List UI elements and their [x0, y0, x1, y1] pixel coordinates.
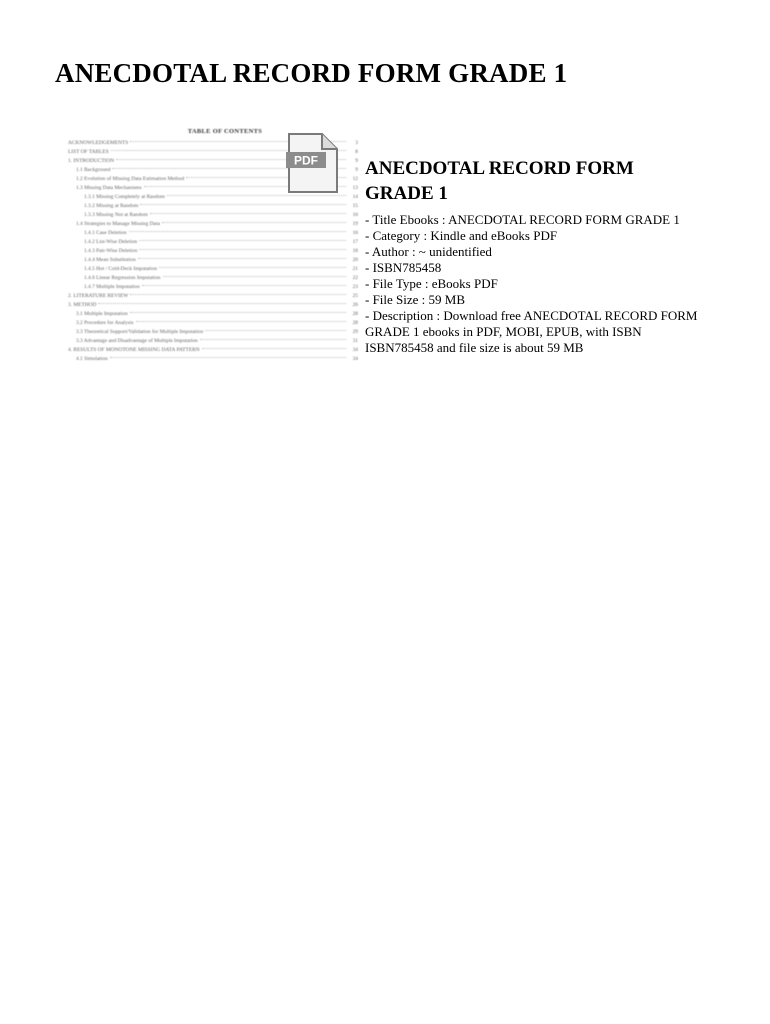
detail-file-size: - File Size : 59 MB — [365, 292, 466, 307]
toc-leader-dots — [205, 330, 346, 331]
toc-entry-label: 4.1 Simulation — [76, 356, 108, 362]
toc-leader-dots — [139, 249, 346, 250]
toc-entry-label: 1. INTRODUCTION — [68, 158, 115, 164]
toc-entry-label: 1.3 Missing Data Mechanisms — [76, 185, 142, 191]
toc-entry-page: 12 — [352, 176, 358, 182]
toc-entry-page: 9 — [355, 158, 358, 164]
toc-entry-page: 21 — [352, 266, 358, 272]
toc-entry — [62, 355, 358, 364]
toc-leader-dots — [129, 231, 346, 232]
toc-leader-dots — [202, 348, 346, 349]
detail-isbn: - ISBN785458 — [365, 260, 442, 275]
toc-entry-label: 1.3.1 Missing Completely at Random — [84, 194, 165, 200]
toc-entry — [62, 346, 358, 355]
toc-entry-label: ACKNOWLEDGEMENTS — [68, 140, 129, 146]
toc-leader-dots — [200, 339, 346, 340]
toc-entry-page: 34 — [352, 356, 358, 362]
toc-entry-page: 3 — [355, 140, 358, 146]
toc-entry-page: 34 — [352, 347, 358, 353]
toc-entry — [62, 274, 358, 283]
toc-entry — [62, 256, 358, 265]
toc-leader-dots — [142, 285, 346, 286]
toc-entry-label: 3.1 Multiple Imputation — [76, 311, 128, 317]
toc-entry-label: 1.4.6 Linear Regression Imputation — [84, 275, 161, 281]
toc-entry-page: 23 — [352, 284, 358, 290]
toc-entry — [62, 265, 358, 274]
detail-file-type: - File Type : eBooks PDF — [365, 276, 498, 291]
toc-entry-label: 1.4.7 Multiple Imputation — [84, 284, 140, 290]
toc-entry — [62, 220, 358, 229]
toc-entry — [62, 193, 358, 202]
toc-entry-label: 1.4.1 Case Deletion — [84, 230, 127, 236]
ebook-details — [365, 212, 705, 356]
toc-entry-page: 16 — [352, 230, 358, 236]
toc-entry-label: 4. RESULTS OF MONOTONE MISSING DATA PATTERN — [68, 347, 200, 353]
toc-entry — [62, 310, 358, 319]
toc-entry — [62, 319, 358, 328]
toc-leader-dots — [110, 357, 346, 358]
toc-entry-label: 1.3.2 Missing at Random — [84, 203, 139, 209]
detail-title: - Title Ebooks : ANECDOTAL RECORD FORM GRADE 1 — [365, 212, 680, 227]
toc-entry-page: 25 — [352, 293, 358, 299]
toc-entry — [62, 301, 358, 310]
toc-entry-label: 1.4.2 List-Wise Deletion — [84, 239, 138, 245]
toc-entry-page: 28 — [352, 320, 358, 326]
toc-entry-label: LIST OF TABLES — [68, 149, 109, 155]
toc-entry-page: 19 — [352, 221, 358, 227]
toc-leader-dots — [130, 312, 346, 313]
toc-entry-label: 1.2 Evolution of Missing Data Estimation Method — [76, 176, 185, 182]
toc-leader-dots — [98, 303, 346, 304]
toc-entry-page: 26 — [352, 302, 358, 308]
toc-entry-page: 28 — [352, 311, 358, 317]
ebook-info — [365, 156, 705, 356]
toc-entry-page: 13 — [352, 185, 358, 191]
toc-heading: TABLE OF CONTENTS — [187, 128, 263, 135]
toc-entry-page: 9 — [355, 167, 358, 173]
toc-entry-label: 1.4.4 Mean Substitution — [84, 257, 136, 263]
ebook-title: ANECDOTAL RECORD FORM GRADE 1 — [365, 158, 634, 204]
toc-entry-page: 17 — [352, 239, 358, 245]
toc-entry-label: 1.4.5 Hot / Cold-Deck Imputation — [84, 266, 158, 272]
toc-entry-page: 31 — [352, 338, 358, 344]
detail-author: - Author : ~ unidentified — [365, 244, 492, 259]
toc-entry-label: 1.4.3 Pair-Wise Deletion — [84, 248, 138, 254]
toc-entry-label: 1.3.3 Missing Not at Random — [84, 212, 148, 218]
toc-entry — [62, 328, 358, 337]
toc-entry-label: 3.3 Advantage and Disadvantage of Multiple Imputation — [76, 338, 198, 344]
pdf-file-icon — [286, 132, 340, 194]
toc-entry — [62, 211, 358, 220]
toc-leader-dots — [140, 204, 346, 205]
toc-entry-page: 29 — [352, 329, 358, 335]
toc-entry — [62, 229, 358, 238]
toc-leader-dots — [136, 321, 347, 322]
toc-entry-page: 22 — [352, 275, 358, 281]
toc-leader-dots — [162, 222, 346, 223]
toc-entry-page: 20 — [352, 257, 358, 263]
detail-category: - Category : Kindle and eBooks PDF — [365, 228, 558, 243]
toc-leader-dots — [159, 267, 346, 268]
toc-entry-page: 18 — [352, 248, 358, 254]
toc-entry-label: 3.2 Procedure for Analysis — [76, 320, 134, 326]
toc-entry-label: 1.1 Background — [76, 167, 111, 173]
toc-entry — [62, 337, 358, 346]
toc-entry — [62, 292, 358, 301]
toc-leader-dots — [138, 258, 346, 259]
toc-leader-dots — [167, 195, 346, 196]
toc-leader-dots — [150, 213, 346, 214]
toc-entry — [62, 202, 358, 211]
toc-entry-page: 15 — [352, 203, 358, 209]
toc-leader-dots — [130, 294, 346, 295]
toc-leader-dots — [163, 276, 346, 277]
toc-leader-dots — [139, 240, 346, 241]
toc-entry — [62, 238, 358, 247]
toc-entry-page: 16 — [352, 212, 358, 218]
toc-entry-label: 1.4 Strategies to Manage Missing Data — [76, 221, 160, 227]
toc-entry-page: 8 — [355, 149, 358, 155]
detail-description: - Description : Download free ANECDOTAL RECORD FORM GRADE 1 ebooks in PDF, MOBI, EPUB, with ISBN ISBN785458 and file size is about 59 MB — [365, 308, 698, 355]
page-title: ANECDOTAL RECORD FORM GRADE 1 — [55, 58, 568, 88]
toc-entry-page: 14 — [352, 194, 358, 200]
toc-entry — [62, 283, 358, 292]
toc-entry-label: 3. METHOD — [68, 302, 97, 308]
toc-entry-label: 3.3 Theoretical Support/Validation for Multiple Imputation — [76, 329, 204, 335]
pdf-label: PDF — [294, 153, 318, 168]
toc-entry-label: 2. LITERATURE REVIEW — [68, 293, 129, 299]
toc-entry — [62, 247, 358, 256]
